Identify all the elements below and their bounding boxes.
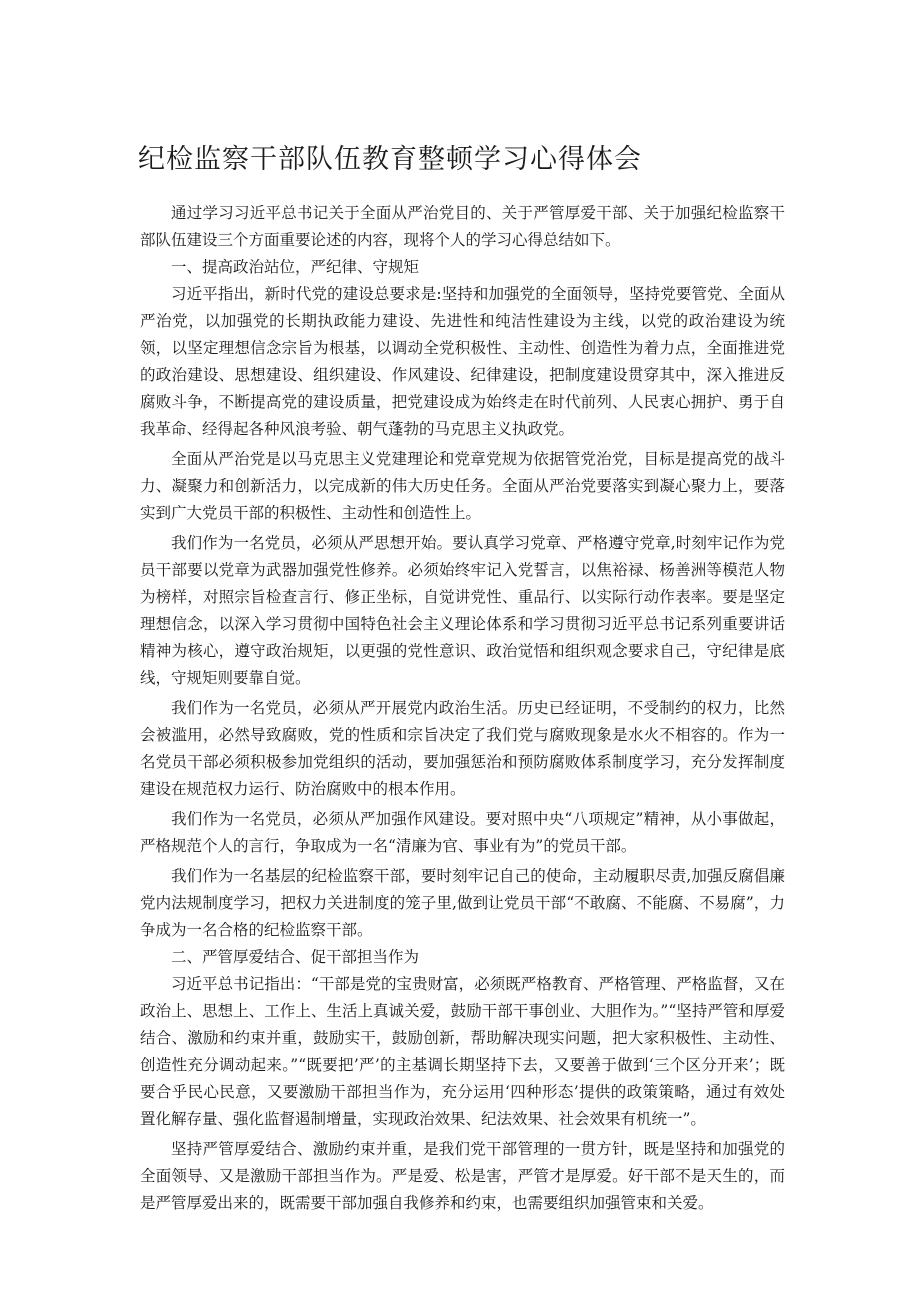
section-2-paragraph: 习近平总书记指出：“干部是党的宝贵财富，必须既严格教育、严格管理、严格监督，又在政治上、思想上、工作上、生活上真诚关爱，鼓励干部干事创业、大胆作为。”“坚持严管和厚爱结合、激励和约束并重，鼓励实干，鼓励创新，帮助解决现实问题，把大家积极性、主动性、创造性充分调动起来。”“既要把’严’的主基调长期坚持下去，又要善于做到‘三个区分开来’；既要合乎民心民意，又要激励干部担当作为，充分运用‘四种形态’提供的政策策略，通过有效处置化解存量、强化监督遏制增量，实现政治效果、纪法效果、社会效果有机统一”。: [140, 975, 785, 1128]
section-1-paragraph: 我们作为一名基层的纪检监察干部，要时刻牢记自己的使命，主动履职尽责,加强反腐倡廉党内法规制度学习，把权力关进制度的笼子里,做到让党员干部“不敢腐、不能腐、不易腐”，力争成为一名合格的纪检监察干部。: [140, 867, 785, 939]
section-1-paragraph: 全面从严治党是以马克思主义党建理论和党章党规为依据管党治党，目标是提高党的战斗力、凝聚力和创新活力，以完成新的伟大历史任务。全面从严治党要落实到凝心聚力上，要落实到广大党员干部的积极性、主动性和创造性上。: [140, 450, 785, 522]
section-1-paragraph: 我们作为一名党员，必须从严加强作风建设。要对照中央“八项规定”精神，从小事做起，严格规范个人的言行，争取成为一名“清廉为官、事业有为”的党员干部。: [140, 810, 785, 855]
section-2-paragraph: 坚持严管厚爱结合、激励约束并重，是我们党干部管理的一贯方针，既是坚持和加强党的全面领导、又是激励干部担当作为。严是爱、松是害，严管才是厚爱。好干部不是天生的，而是严管厚爱出来的，既需要干部加强自我修养和约束，也需要组织加强管束和关爱。: [140, 1140, 785, 1212]
section-1-heading: 一、提高政治站位，严纪律、守规矩: [171, 258, 420, 276]
document-title: 纪检监察干部队伍教育整顿学习心得体会: [138, 144, 642, 175]
section-1-paragraph: 习近平指出，新时代党的建设总要求是:坚持和加强党的全面领导，坚持党要管党、全面从严治党，以加强党的长期执政能力建设、先进性和纯洁性建设为主线，以党的政治建设为统领，以坚定理想信念宗旨为根基，以调动全党积极性、主动性、创造性为着力点，全面推进党的政治建设、思想建设、组织建设、作风建设、纪律建设，把制度建设贯穿其中，深入推进反腐败斗争，不断提高党的建设质量，把党建设成为始终走在时代前列、人民衷心拥护、勇于自我革命、经得起各种风浪考验、朝气蓬勃的马克思主义执政党。: [140, 285, 785, 438]
intro-paragraph: 通过学习习近平总书记关于全面从严治党目的、关于严管厚爱干部、关于加强纪检监察干部队伍建设三个方面重要论述的内容，现将个人的学习心得总结如下。: [140, 204, 785, 249]
section-1-paragraph: 我们作为一名党员，必须从严思想开始。要认真学习党章、严格遵守党章,时刻牢记作为党员干部要以党章为武器加强党性修养。必须始终牢记入党誓言，以焦裕禄、杨善洲等模范人物为榜样，对照宗旨检查言行、修正坐标，自觉讲党性、重品行、以实际行动作表率。要是坚定理想信念，以深入学习贯彻中国特色社会主义理论体系和学习贯彻习近平总书记系列重要讲话精神为核心，遵守政治规矩，以更强的党性意识、政治觉悟和组织观念要求自己，守纪律是底线，守规矩则要靠自觉。: [140, 534, 785, 687]
section-2-heading: 二、严管厚爱结合、促干部担当作为: [171, 948, 420, 966]
document-page: [140, 140, 785, 1217]
section-1-paragraph: 我们作为一名党员，必须从严开展党内政治生活。历史已经证明，不受制约的权力，比然会被滥用，必然导致腐败，党的性质和宗旨决定了我们党与腐败现象是水火不相容的。作为一名党员干部必须积极参加党组织的活动，要加强惩治和预防腐败体系制度学习，充分发挥制度建设在规范权力运行、防治腐败中的根本作用。: [140, 699, 785, 798]
